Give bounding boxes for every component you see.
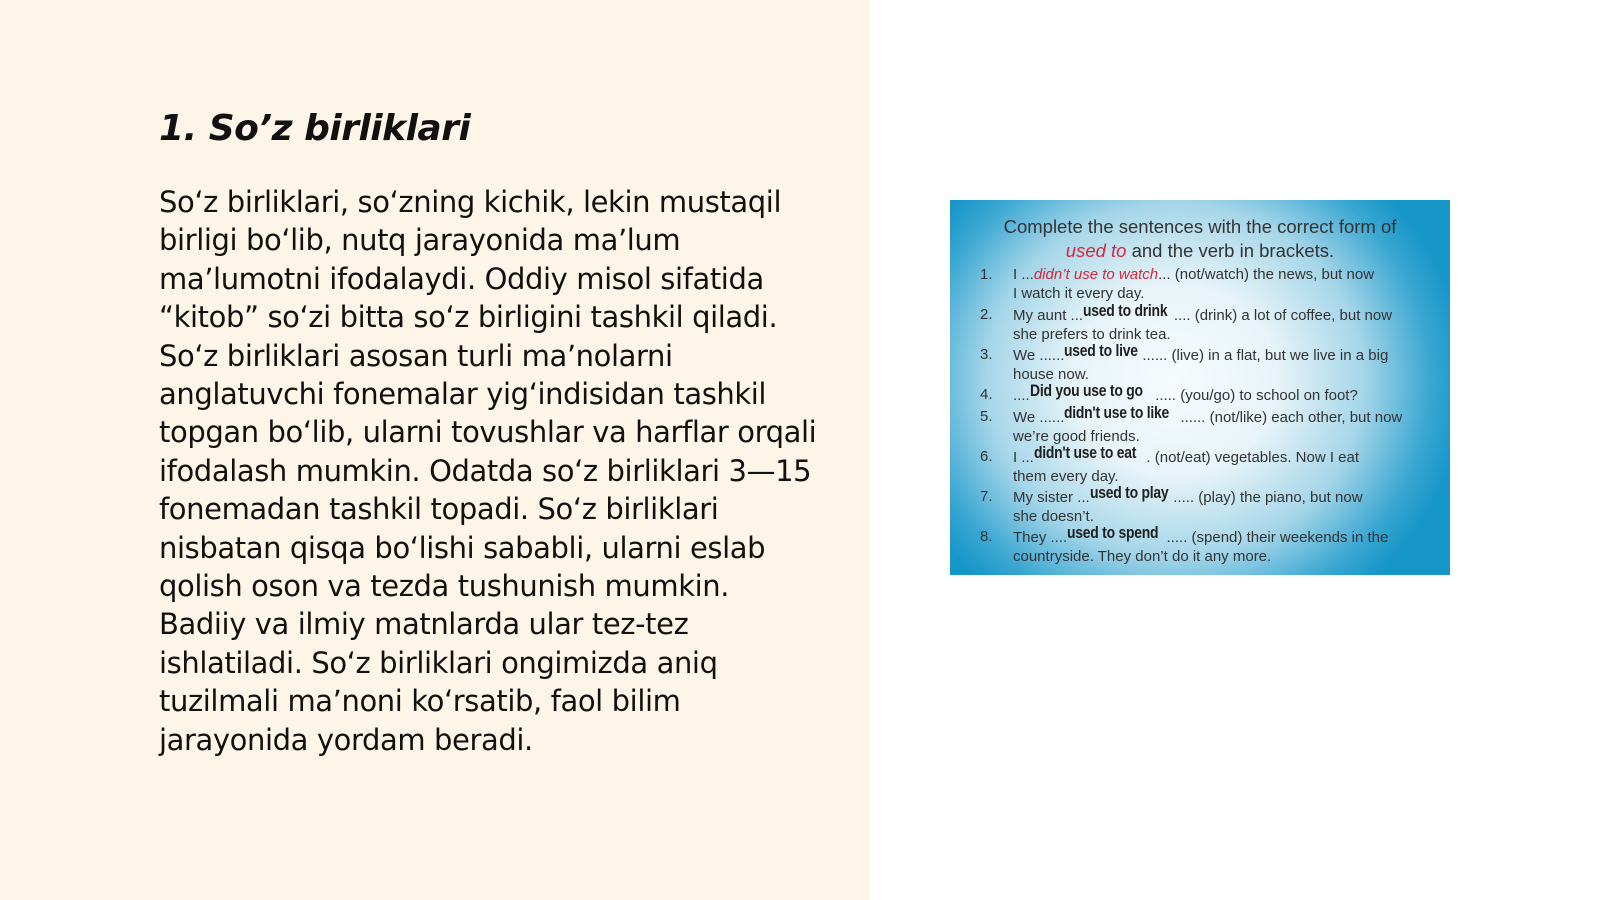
exercise-item-continuation: I watch it every day. <box>1013 284 1145 302</box>
exercise-item-continuation: she prefers to drink tea. <box>1013 325 1171 343</box>
exercise-item-text <box>1013 483 1423 526</box>
slide-title: 1. So’z birliklari <box>159 108 471 149</box>
exercise-item-prefix: My aunt ... <box>1013 307 1084 324</box>
exercise-item-suffix: ... (not/watch) the news, but now <box>1158 266 1375 283</box>
exercise-item-prefix: They .... <box>1013 529 1068 546</box>
exercise-item-text <box>1013 341 1423 384</box>
exercise-item-answer: didn't use to eat <box>1033 443 1136 462</box>
exercise-item-text <box>1013 301 1423 344</box>
exercise-item-prefix: We ...... <box>1013 409 1065 426</box>
exercise-item-answer: used to live <box>1064 341 1139 360</box>
exercise-title-line1: Complete the sentences with the correct form of <box>1003 216 1397 237</box>
exercise-item-prefix: We ...... <box>1013 347 1065 364</box>
exercise-item-continuation: she doesn’t. <box>1013 507 1094 525</box>
exercise-item-prefix: I ... <box>1013 449 1034 466</box>
exercise-item-number: 7. <box>980 488 993 505</box>
exercise-item-prefix: My sister ... <box>1013 489 1090 506</box>
exercise-item-answer: didn't use to like <box>1064 403 1170 422</box>
exercise-title-emphasis: used to <box>1065 240 1127 261</box>
exercise-item-answer: used to spend <box>1067 523 1159 542</box>
exercise-item-answer: didn’t use to watch <box>1033 266 1159 283</box>
exercise-item-number: 6. <box>980 448 993 465</box>
exercise-item-text <box>1013 523 1423 566</box>
exercise-item-number: 5. <box>980 408 993 425</box>
exercise-item-prefix: .... <box>1013 387 1030 404</box>
exercise-item-continuation: house now. <box>1013 365 1089 383</box>
exercise-item-number: 3. <box>980 346 993 363</box>
exercise-item-suffix: ..... (spend) their weekends in the <box>1166 529 1389 546</box>
exercise-image <box>950 200 1450 575</box>
exercise-item-answer: used to drink <box>1083 301 1168 320</box>
exercise-title <box>950 215 1450 263</box>
exercise-item-text <box>1013 403 1423 446</box>
exercise-item-number: 1. <box>980 266 993 283</box>
exercise-item-answer: Did you use to go <box>1029 381 1143 400</box>
exercise-item-text <box>1013 443 1423 486</box>
exercise-item-answer: used to play <box>1089 483 1169 502</box>
exercise-title-line2: and the verb in brackets. <box>1126 240 1335 261</box>
exercise-item-suffix: ..... (you/go) to school on foot? <box>1155 387 1358 404</box>
exercise-item-prefix: I ... <box>1013 266 1034 283</box>
exercise-item-suffix: . (not/eat) vegetables. Now I eat <box>1146 449 1360 466</box>
exercise-item-suffix: ...... (live) in a flat, but we live in a big <box>1142 347 1389 364</box>
exercise-item-continuation: them every day. <box>1013 467 1119 485</box>
exercise-item-number: 2. <box>980 306 993 323</box>
exercise-item-suffix: ..... (play) the piano, but now <box>1173 489 1363 506</box>
exercise-item-suffix: .... (drink) a lot of coffee, but now <box>1173 307 1393 324</box>
slide-body-text: So‘z birliklari, so‘zning kichik, lekin mustaqil birligi bo‘lib, nutq jarayonida ma’lum ma’lumotni ifodalaydi. Oddiy misol sifatida “kitob” so‘zi bitta so‘z birligini tashkil qiladi. So‘z birliklari asosan turli ma’nolarni anglatuvchi fonemalar yig‘indisidan tashkil topgan bo‘lib, ularni tovushlar va harflar orqali ifodalash mumkin. Odatda so‘z birliklari 3—15 fonemadan tashkil topadi. So‘z birliklari nisbatan qisqa bo‘lishi sababli, ularni eslab qolish oson va tezda tushunish mumkin. Badiiy va ilmiy matnlarda ular tez-tez ishlatiladi. So‘z birliklari ongimizda aniq tuzilmali ma’noni ko‘rsatib, faol bilim jarayonida yordam beradi. <box>159 185 817 757</box>
exercise-item-continuation: countryside. They don’t do it any more. <box>1013 547 1272 565</box>
exercise-item-number: 8. <box>980 528 993 545</box>
exercise-item-number: 4. <box>980 386 993 403</box>
exercise-item-suffix: ...... (not/like) each other, but now <box>1180 409 1403 426</box>
exercise-item-text <box>1013 266 1423 303</box>
exercise-item-continuation: we’re good friends. <box>1013 427 1140 445</box>
